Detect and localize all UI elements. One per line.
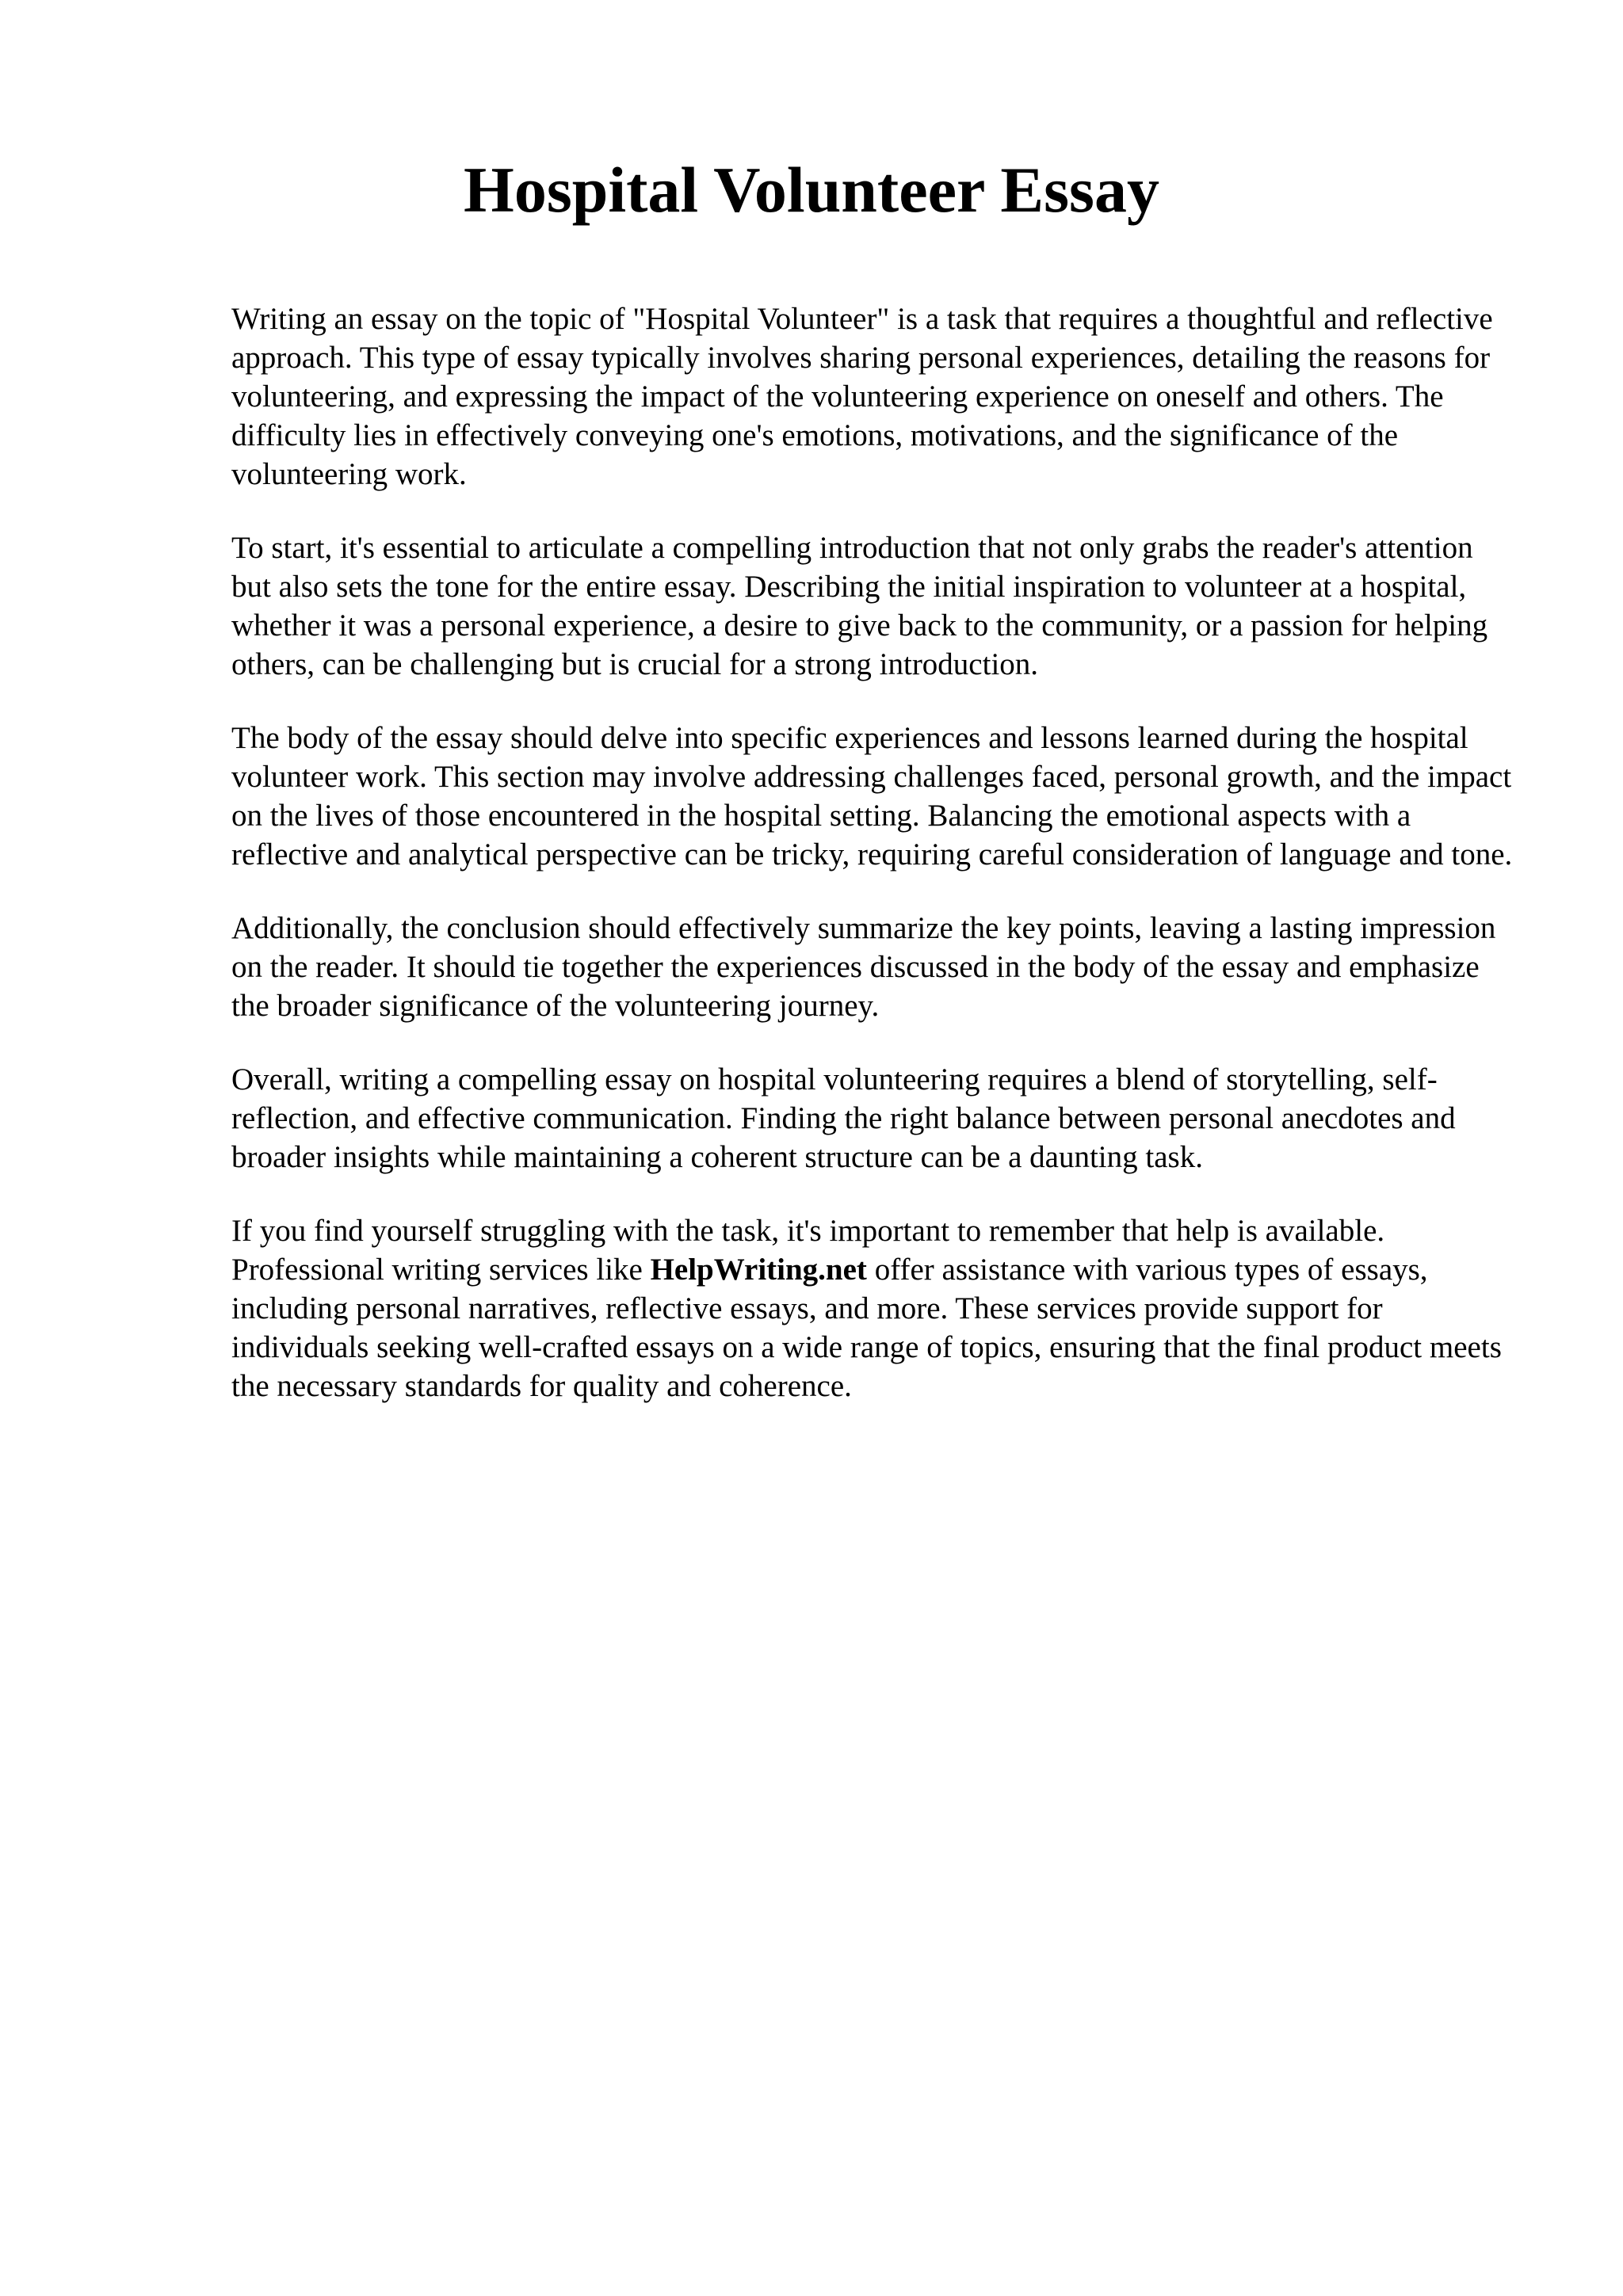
help-text-before: If you find yourself struggling with the task, it's important to remember that help is available. Professional writing services like xyxy=(231,1214,1385,1287)
document-title: Hospital Volunteer Essay xyxy=(464,154,1159,226)
paragraph-overall: Overall, writing a compelling essay on hospital volunteering requires a blend of storytelling, self-reflection, and effective communication. Finding the right balance between personal anecdotes and broader insights while maintaining a coherent structure can be a daunting task. xyxy=(231,1062,1456,1174)
helpwriting-brand: HelpWriting.net xyxy=(650,1253,867,1287)
paragraph-conclusion: Additionally, the conclusion should effectively summarize the key points, leaving a lasting impression on the reader. It should tie together the experiences discussed in the body of the essay and emphasize the broader significance of the volunteering journey. xyxy=(231,911,1496,1023)
paragraph-intro: Writing an essay on the topic of "Hospital Volunteer" is a task that requires a thoughtful and reflective approach. This type of essay typically involves sharing personal experiences, detailing the reasons for volunteering, and expressing the impact of the volunteering experience on oneself and others. The difficulty lies in effectively conveying one's emotions, motivations, and the significance of the volunteering work. xyxy=(231,302,1493,491)
paragraph-help xyxy=(231,1211,1515,1405)
help-text-after: offer assistance with various types of essays, including personal narratives, reflective essays, and more. These services provide support for individuals seeking well-crafted essays on a wide range of topics, ensuring that the final product meets the necessary standards for quality and coherence. xyxy=(231,1253,1502,1403)
essay-body xyxy=(231,299,1515,1440)
paragraph-start: To start, it's essential to articulate a compelling introduction that not only grabs the reader's attention but also sets the tone for the entire essay. Describing the initial inspiration to volunteer at a hospital, whether it was a personal experience, a desire to give back to the community, or a passion for helping others, can be challenging but is crucial for a strong introduction. xyxy=(231,531,1488,681)
paragraph-body: The body of the essay should delve into specific experiences and lessons learned during the hospital volunteer work. This section may involve addressing challenges faced, personal growth, and the impact on the lives of those encountered in the hospital setting. Balancing the emotional aspects with a reflective and analytical perspective can be tricky, requiring careful consideration of language and tone. xyxy=(231,721,1513,871)
